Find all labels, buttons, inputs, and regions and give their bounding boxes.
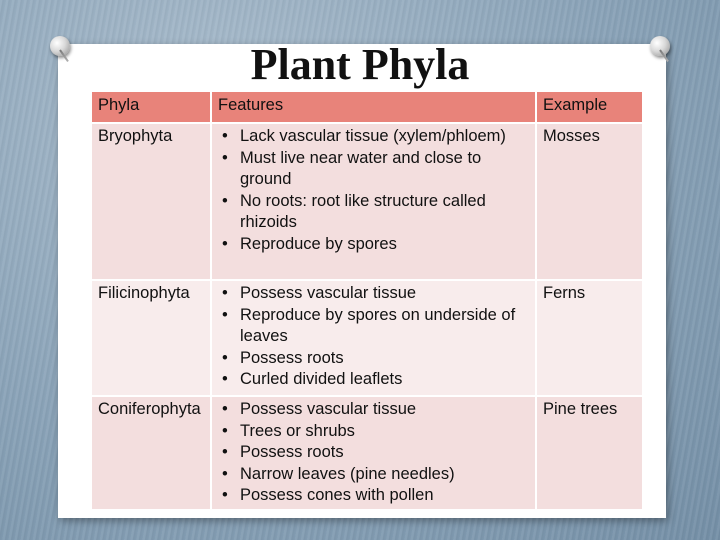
table-row xyxy=(91,396,643,510)
feature-item: • Possess roots xyxy=(218,348,529,370)
header-example: Example xyxy=(536,91,643,123)
feature-item: • Reproduce by spores xyxy=(218,234,529,256)
feature-item: • Must live near water and close to ground xyxy=(218,148,529,191)
feature-item: • Curled divided leaflets xyxy=(218,369,529,391)
phyla-table xyxy=(90,90,644,511)
table-row xyxy=(91,280,643,396)
table-header-row xyxy=(91,91,643,123)
phylum-cell: Coniferophyta xyxy=(91,396,211,510)
phylum-cell: Filicinophyta xyxy=(91,280,211,396)
page-title: Plant Phyla xyxy=(250,40,470,89)
feature-item: • Trees or shrubs xyxy=(218,421,529,443)
header-phyla: Phyla xyxy=(91,91,211,123)
features-cell xyxy=(211,280,536,396)
header-features: Features xyxy=(211,91,536,123)
features-list xyxy=(218,126,529,255)
feature-item: • Possess vascular tissue xyxy=(218,399,529,421)
phylum-cell: Bryophyta xyxy=(91,123,211,280)
features-list xyxy=(218,399,529,507)
features-cell xyxy=(211,396,536,510)
feature-item: • Possess roots xyxy=(218,442,529,464)
example-cell: Pine trees xyxy=(536,396,643,510)
feature-item: • Reproduce by spores on underside of leaves xyxy=(218,305,529,348)
feature-item: • Lack vascular tissue (xylem/phloem) xyxy=(218,126,529,148)
feature-item: • Possess cones with pollen xyxy=(218,485,529,507)
example-cell: Mosses xyxy=(536,123,643,280)
feature-item: • No roots: root like structure called rhizoids xyxy=(218,191,529,234)
example-cell: Ferns xyxy=(536,280,643,396)
features-cell xyxy=(211,123,536,280)
features-list xyxy=(218,283,529,391)
feature-item: • Narrow leaves (pine needles) xyxy=(218,464,529,486)
feature-item: • Possess vascular tissue xyxy=(218,283,529,305)
table-row xyxy=(91,123,643,280)
